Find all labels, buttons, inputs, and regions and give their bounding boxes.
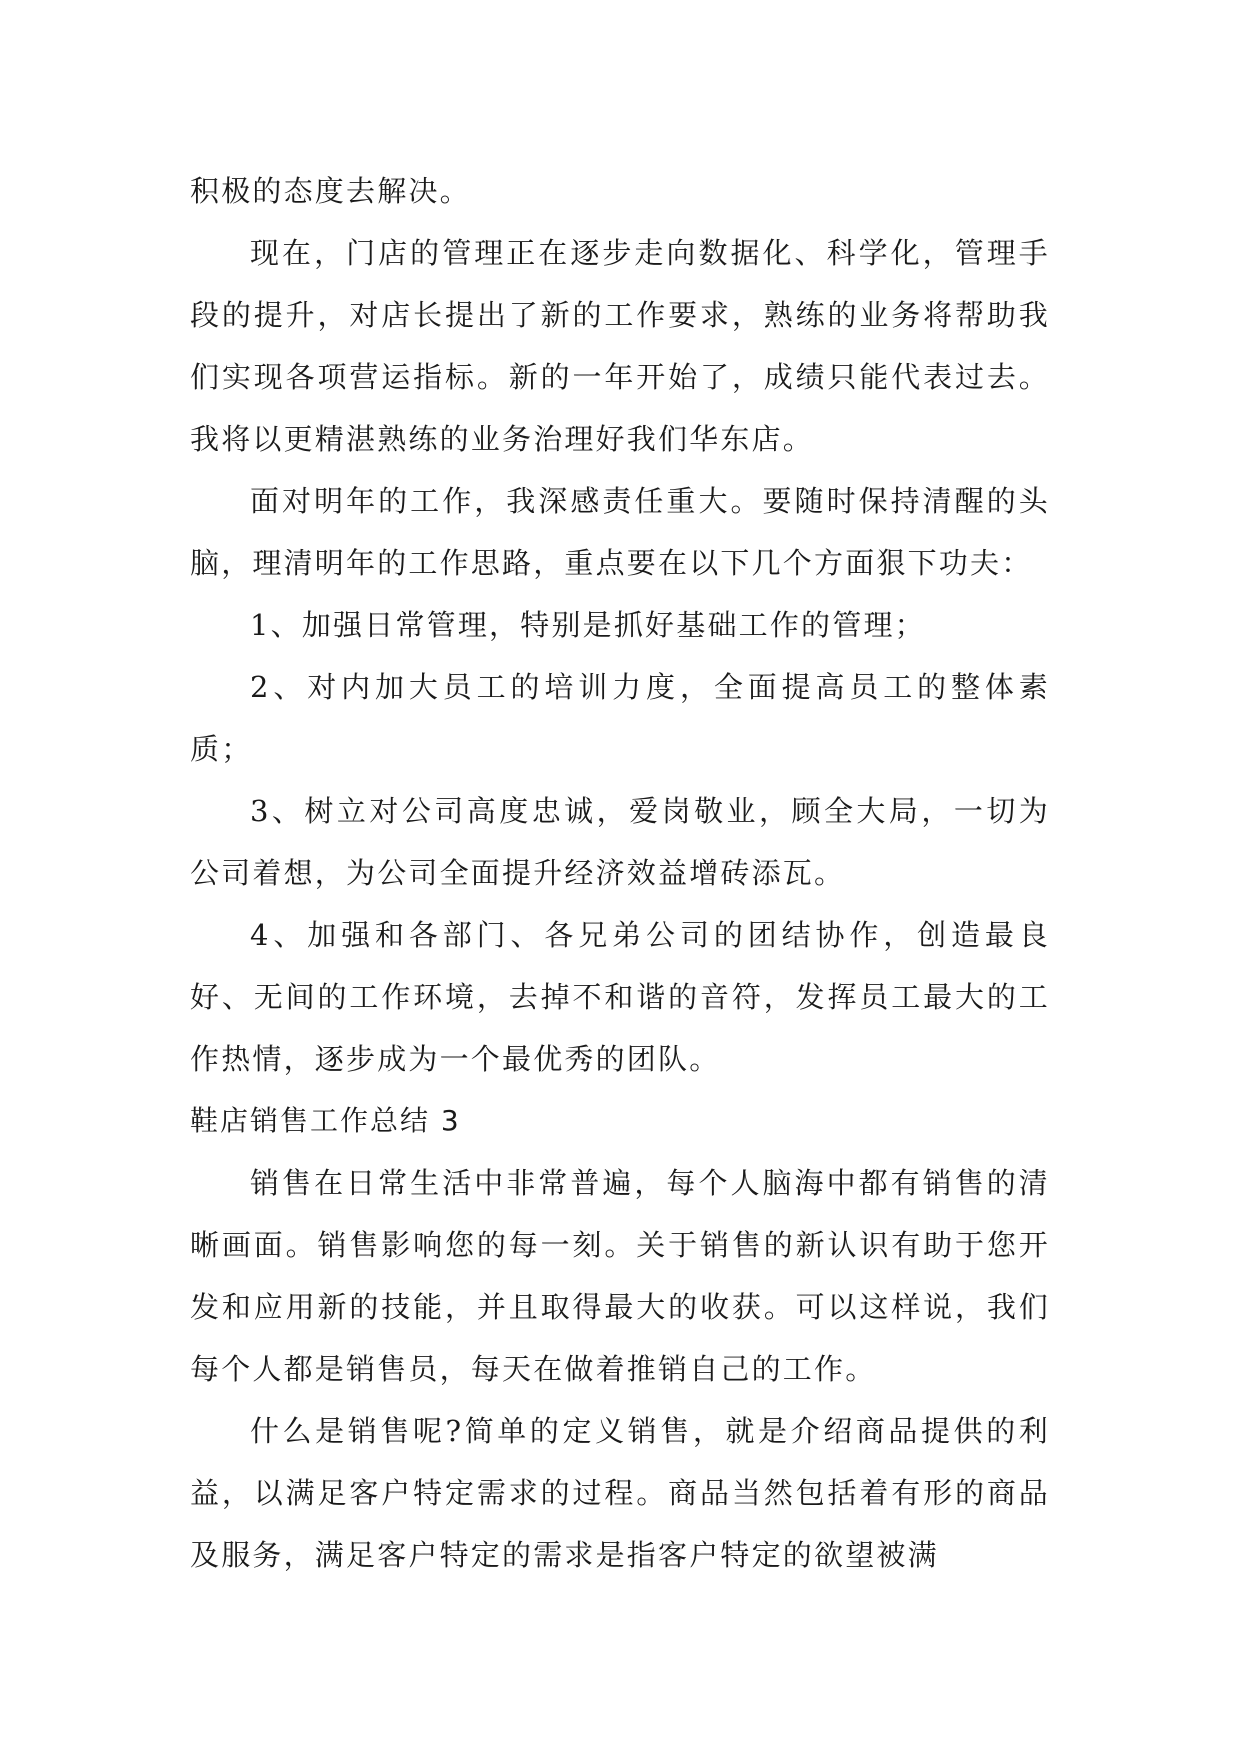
list-item-3: 3、树立对公司高度忠诚，爱岗敬业，顾全大局，一切为公司着想，为公司全面提升经济效益增砖添瓦。 bbox=[190, 794, 1050, 890]
paragraph-3: 面对明年的工作，我深感责任重大。要随时保持清醒的头脑，理清明年的工作思路，重点要在以下几个方面狠下功夫： bbox=[190, 484, 1050, 580]
section-paragraph-1: 销售在日常生活中非常普遍，每个人脑海中都有销售的清晰画面。销售影响您的每一刻。关于销售的新认识有助于您开发和应用新的技能，并且取得最大的收获。可以这样说，我们每个人都是销售员，每天在做着推销自己的工作。 bbox=[190, 1166, 1050, 1386]
section-title: 鞋店销售工作总结 3 bbox=[190, 1104, 461, 1137]
paragraph-1: 积极的态度去解决。 bbox=[190, 174, 471, 208]
paragraph-2: 现在，门店的管理正在逐步走向数据化、科学化，管理手段的提升，对店长提出了新的工作要求，熟练的业务将帮助我们实现各项营运指标。新的一年开始了，成绩只能代表过去。我将以更精湛熟练的业务治理好我们华东店。 bbox=[190, 236, 1050, 456]
section-paragraph-2: 什么是销售呢?简单的定义销售，就是介绍商品提供的利益，以满足客户特定需求的过程。商品当然包括着有形的商品及服务，满足客户特定的需求是指客户特定的欲望被满 bbox=[190, 1414, 1050, 1572]
list-item-2: 2、对内加大员工的培训力度，全面提高员工的整体素质； bbox=[190, 670, 1050, 766]
list-item-4: 4、加强和各部门、各兄弟公司的团结协作，创造最良好、无间的工作环境，去掉不和谐的音符，发挥员工最大的工作热情，逐步成为一个最优秀的团队。 bbox=[190, 918, 1050, 1076]
document-page bbox=[190, 160, 1050, 1586]
list-item-1: 1、加强日常管理，特别是抓好基础工作的管理； bbox=[250, 608, 926, 642]
